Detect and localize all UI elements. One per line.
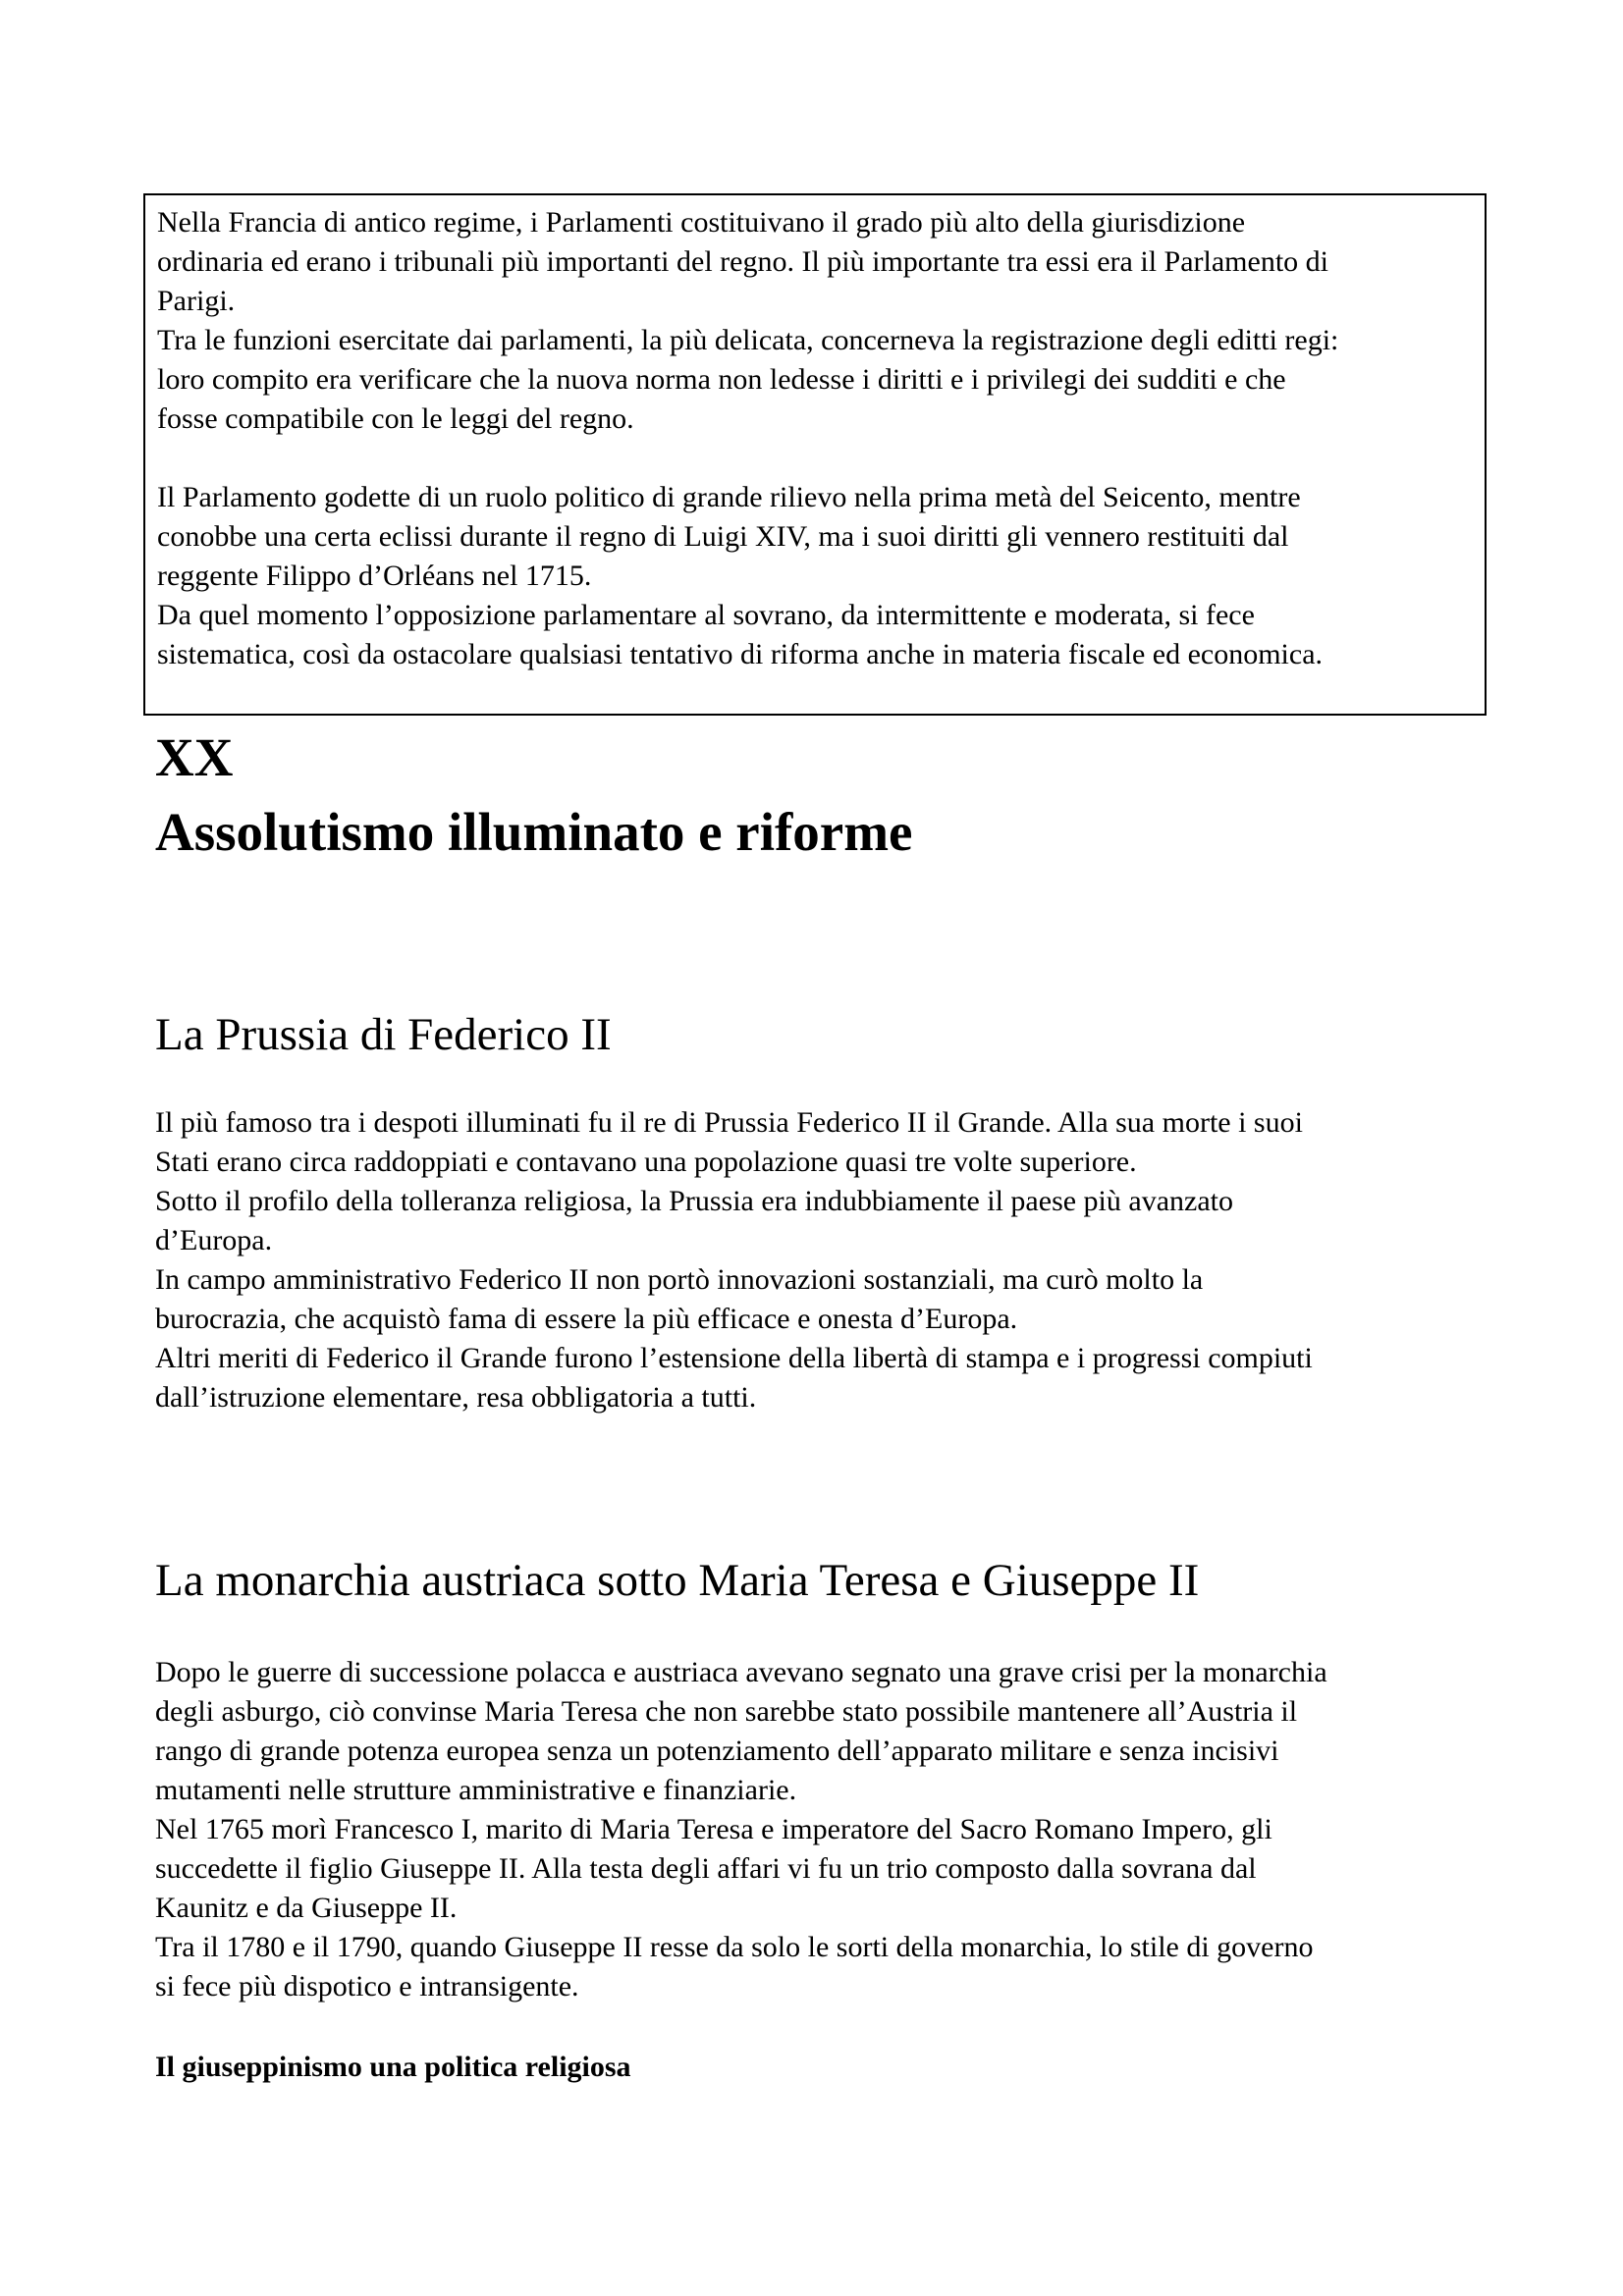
box-line: Nella Francia di antico regime, i Parlamenti costituivano il grado più alto della giurisdizione bbox=[157, 206, 1246, 239]
parlamenti-text-box bbox=[143, 193, 1487, 716]
box-line: reggente Filippo d’Orléans nel 1715. bbox=[157, 560, 592, 592]
body-line: Altri meriti di Federico il Grande furono l’estensione della libertà di stampa e i progressi compiuti bbox=[155, 1342, 1313, 1374]
body-line: d’Europa. bbox=[155, 1224, 273, 1256]
box-line: Da quel momento l’opposizione parlamentare al sovrano, da intermittente e moderata, si fece bbox=[157, 599, 1255, 631]
box-line: ordinaria ed erano i tribunali più importanti del regno. Il più importante tra essi era il Parlamento di bbox=[157, 245, 1328, 278]
body-line: Il più famoso tra i despoti illuminati fu il re di Prussia Federico II il Grande. Alla sua morte i suoi bbox=[155, 1106, 1303, 1139]
body-line: Dopo le guerre di successione polacca e austriaca avevano segnato una grave crisi per la monarchia bbox=[155, 1656, 1327, 1688]
box-line: loro compito era verificare che la nuova norma non ledesse i diritti e i privilegi dei sudditi e che bbox=[157, 363, 1286, 396]
body-line: degli asburgo, ciò convinse Maria Teresa che non sarebbe stato possibile mantenere all’Austria il bbox=[155, 1695, 1298, 1728]
box-line: Tra le funzioni esercitate dai parlamenti, la più delicata, concerneva la registrazione degli editti regi: bbox=[157, 324, 1339, 356]
subheading-giuseppinismo: Il giuseppinismo una politica religiosa bbox=[155, 2051, 631, 2083]
body-line: Stati erano circa raddoppiati e contavano una popolazione quasi tre volte superiore. bbox=[155, 1146, 1137, 1178]
body-line: si fece più dispotico e intransigente. bbox=[155, 1970, 579, 2002]
body-line: Sotto il profilo della tolleranza religiosa, la Prussia era indubbiamente il paese più avanzato bbox=[155, 1185, 1233, 1217]
section-body-prussia bbox=[155, 1103, 1490, 1417]
body-line: mutamenti nelle strutture amministrative e finanziarie. bbox=[155, 1774, 797, 1806]
chapter-title: Assolutismo illuminato e riforme bbox=[155, 802, 913, 862]
paragraph-gap bbox=[157, 439, 1485, 478]
body-line: Nel 1765 morì Francesco I, marito di Maria Teresa e imperatore del Sacro Romano Impero, gli bbox=[155, 1813, 1272, 1845]
box-line: Il Parlamento godette di un ruolo politico di grande rilievo nella prima metà del Seicento, mentre bbox=[157, 481, 1301, 513]
box-line: Parigi. bbox=[157, 285, 236, 317]
section-heading-prussia: La Prussia di Federico II bbox=[155, 1009, 612, 1060]
box-line: fosse compatibile con le leggi del regno. bbox=[157, 402, 634, 435]
body-line: succedette il figlio Giuseppe II. Alla testa degli affari vi fu un trio composto dalla sovrana dal bbox=[155, 1852, 1257, 1885]
body-line: burocrazia, che acquistò fama di essere la più efficace e onesta d’Europa. bbox=[155, 1303, 1018, 1335]
body-line: In campo amministrativo Federico II non portò innovazioni sostanziali, ma curò molto la bbox=[155, 1263, 1204, 1296]
box-line: conobbe una certa eclissi durante il regno di Luigi XIV, ma i suoi diritti gli vennero restituiti dal bbox=[157, 520, 1289, 553]
body-line: rango di grande potenza europea senza un potenziamento dell’apparato militare e senza incisivi bbox=[155, 1735, 1279, 1767]
section-body-austria bbox=[155, 1653, 1490, 2006]
body-line: Kaunitz e da Giuseppe II. bbox=[155, 1892, 458, 1924]
body-line: Tra il 1780 e il 1790, quando Giuseppe II resse da solo le sorti della monarchia, lo stile di governo bbox=[155, 1931, 1314, 1963]
section-heading-austria: La monarchia austriaca sotto Maria Teresa e Giuseppe II bbox=[155, 1555, 1200, 1606]
box-line: sistematica, così da ostacolare qualsiasi tentativo di riforma anche in materia fiscale ed economica. bbox=[157, 638, 1324, 670]
body-line: dall’istruzione elementare, resa obbligatoria a tutti. bbox=[155, 1381, 757, 1414]
chapter-number: XX bbox=[155, 727, 234, 787]
